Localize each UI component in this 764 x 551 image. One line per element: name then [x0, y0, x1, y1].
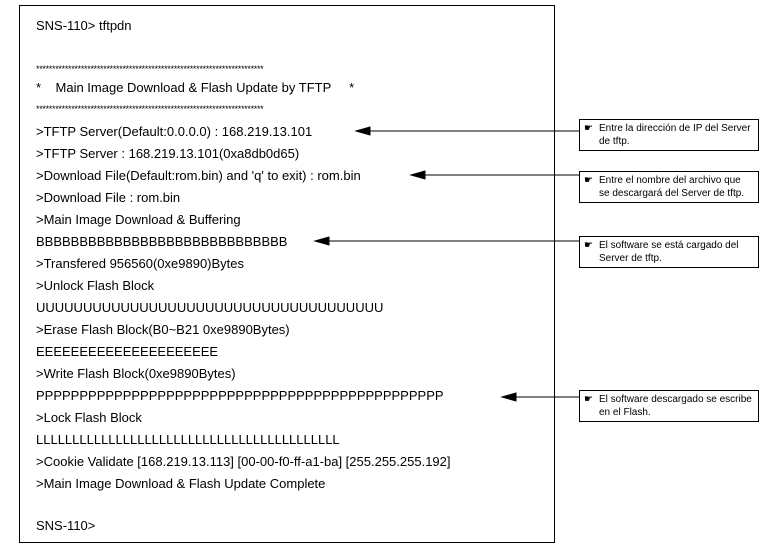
arrowhead-1 — [356, 127, 370, 135]
output-line: >Unlock Flash Block — [36, 278, 155, 293]
callout-text: Entre el nombre del archivo que se descargará del Server de tftp. — [599, 175, 745, 199]
progress-line: UUUUUUUUUUUUUUUUUUUUUUUUUUUUUUUUUUUUU — [36, 300, 384, 315]
banner-title: * Main Image Download & Flash Update by TFTP * — [36, 80, 355, 95]
pointing-hand-icon: ☛ — [584, 175, 593, 186]
prompt-line: SNS-110> — [36, 518, 96, 533]
progress-line: LLLLLLLLLLLLLLLLLLLLLLLLLLLLLLLLLLLLLLLLLL — [36, 432, 340, 447]
output-line: >TFTP Server(Default:0.0.0.0) : 168.219.13.101 — [36, 124, 313, 139]
callout-note — [579, 236, 759, 268]
output-line: >Cookie Validate [168.219.13.113] [00-00-f0-ff-a1-ba] [255.255.255.192] — [36, 454, 451, 469]
callout-text: El software se está cargado del Server de tftp. — [599, 240, 739, 264]
callout-text: El software descargado se escribe en el Flash. — [599, 394, 752, 418]
output-line: >Main Image Download & Buffering — [36, 212, 241, 227]
arrowhead-2 — [411, 171, 425, 179]
output-line: >Erase Flash Block(B0~B21 0xe9890Bytes) — [36, 322, 290, 337]
output-line: >Lock Flash Block — [36, 410, 142, 425]
arrowhead-3 — [315, 237, 329, 245]
pointing-hand-icon: ☛ — [584, 123, 593, 134]
callout-note — [579, 390, 759, 422]
output-line: >Download File : rom.bin — [36, 190, 181, 205]
callout-note — [579, 171, 759, 203]
progress-line: BBBBBBBBBBBBBBBBBBBBBBBBBBBBB — [36, 234, 288, 249]
callout-text: Entre la dirección de IP del Server de tftp. — [599, 123, 751, 147]
output-line: >Main Image Download & Flash Update Complete — [36, 476, 326, 491]
arrowhead-4 — [502, 393, 516, 401]
prompt-command: SNS-110> tftpdn — [36, 18, 132, 33]
output-line: >TFTP Server : 168.219.13.101(0xa8db0d65) — [36, 146, 300, 161]
progress-line: EEEEEEEEEEEEEEEEEEEEE — [36, 344, 219, 359]
pointing-hand-icon: ☛ — [584, 240, 593, 251]
banner-border-top: *********************************************************************** — [36, 64, 264, 74]
callout-note — [579, 119, 759, 151]
output-line: >Write Flash Block(0xe9890Bytes) — [36, 366, 236, 381]
progress-line: PPPPPPPPPPPPPPPPPPPPPPPPPPPPPPPPPPPPPPPPPPPPPPP — [36, 388, 444, 403]
banner-border-bottom: *********************************************************************** — [36, 104, 264, 114]
pointing-hand-icon: ☛ — [584, 394, 593, 405]
output-line: >Download File(Default:rom.bin) and 'q' to exit) : rom.bin — [36, 168, 361, 183]
output-line: >Transfered 956560(0xe9890)Bytes — [36, 256, 245, 271]
